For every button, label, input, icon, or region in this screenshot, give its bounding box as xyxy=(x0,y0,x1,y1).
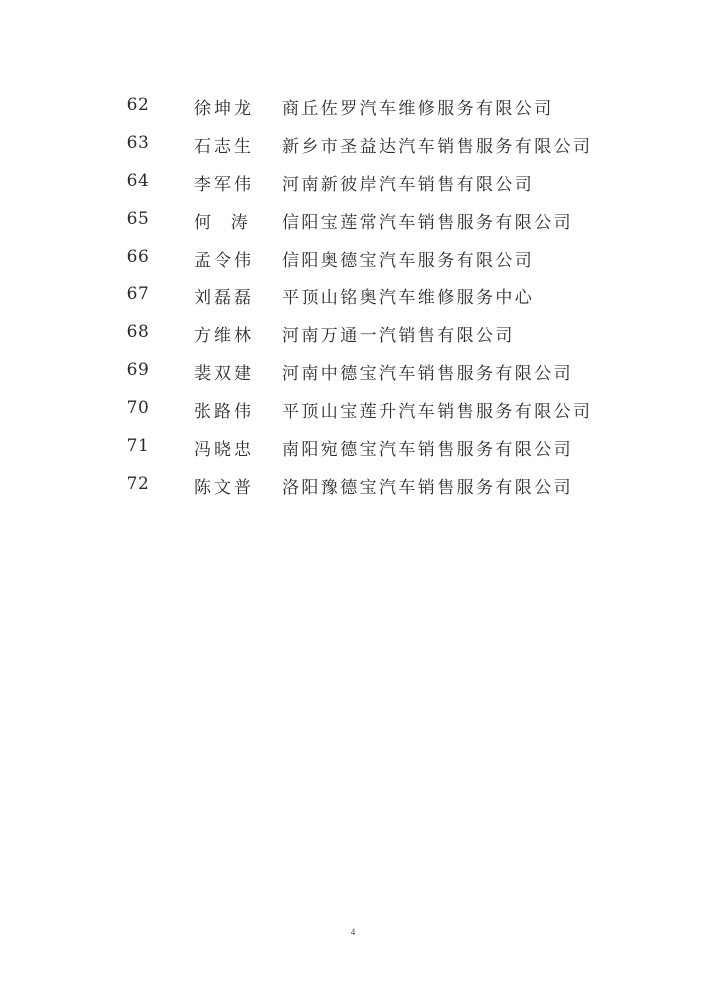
company-name: 平顶山铭奥汽车维修服务中心 xyxy=(282,288,535,309)
row-number: 71 xyxy=(126,436,150,457)
person-name: 孟令伟 xyxy=(194,250,254,271)
row-number: 67 xyxy=(126,284,150,305)
list-item xyxy=(0,315,706,353)
company-name: 商丘佐罗汽车维修服务有限公司 xyxy=(282,99,554,119)
person-name: 石志生 xyxy=(194,136,254,157)
list-item xyxy=(0,88,706,126)
person-name: 李军伟 xyxy=(194,174,254,195)
list-item xyxy=(0,467,706,505)
company-name: 平顶山宝莲升汽车销售服务有限公司 xyxy=(282,402,593,423)
person-name: 冯晓忠 xyxy=(194,440,254,461)
list-item xyxy=(0,126,706,164)
company-name: 河南新彼岸汽车销售有限公司 xyxy=(282,174,535,195)
company-name: 信阳宝莲常汽车销售服务有限公司 xyxy=(282,212,573,233)
list-item xyxy=(0,164,706,202)
person-name: 张路伟 xyxy=(194,402,254,423)
company-name: 河南中德宝汽车销售服务有限公司 xyxy=(282,364,573,385)
company-name: 信阳奥德宝汽车服务有限公司 xyxy=(282,250,535,271)
row-number: 62 xyxy=(126,95,150,115)
list-item xyxy=(0,429,706,467)
row-number: 64 xyxy=(126,170,150,191)
company-name: 洛阳豫德宝汽车销售服务有限公司 xyxy=(282,477,573,498)
person-name: 陈文普 xyxy=(194,477,254,498)
list-item xyxy=(0,353,706,391)
list-item xyxy=(0,202,706,240)
row-number: 63 xyxy=(126,132,150,153)
page-number: 4 xyxy=(350,927,356,937)
person-name: 方维林 xyxy=(194,326,254,347)
company-name: 新乡市圣益达汽车销售服务有限公司 xyxy=(282,136,593,157)
row-number: 70 xyxy=(126,398,150,419)
person-name: 何 涛 xyxy=(194,212,251,233)
company-name: 南阳宛德宝汽车销售服务有限公司 xyxy=(282,440,573,461)
row-number: 72 xyxy=(126,473,150,494)
list-item xyxy=(0,391,706,429)
person-name: 刘磊磊 xyxy=(194,288,254,309)
row-number: 65 xyxy=(126,208,150,229)
row-number: 68 xyxy=(126,322,150,343)
list-item xyxy=(0,277,706,315)
row-number: 66 xyxy=(126,246,150,267)
person-name: 徐坤龙 xyxy=(194,99,254,119)
list-item xyxy=(0,240,706,278)
person-name: 裴双建 xyxy=(194,364,254,385)
name-list xyxy=(0,88,706,505)
company-name: 河南万通一汽销售有限公司 xyxy=(282,326,515,347)
row-number: 69 xyxy=(126,360,150,381)
